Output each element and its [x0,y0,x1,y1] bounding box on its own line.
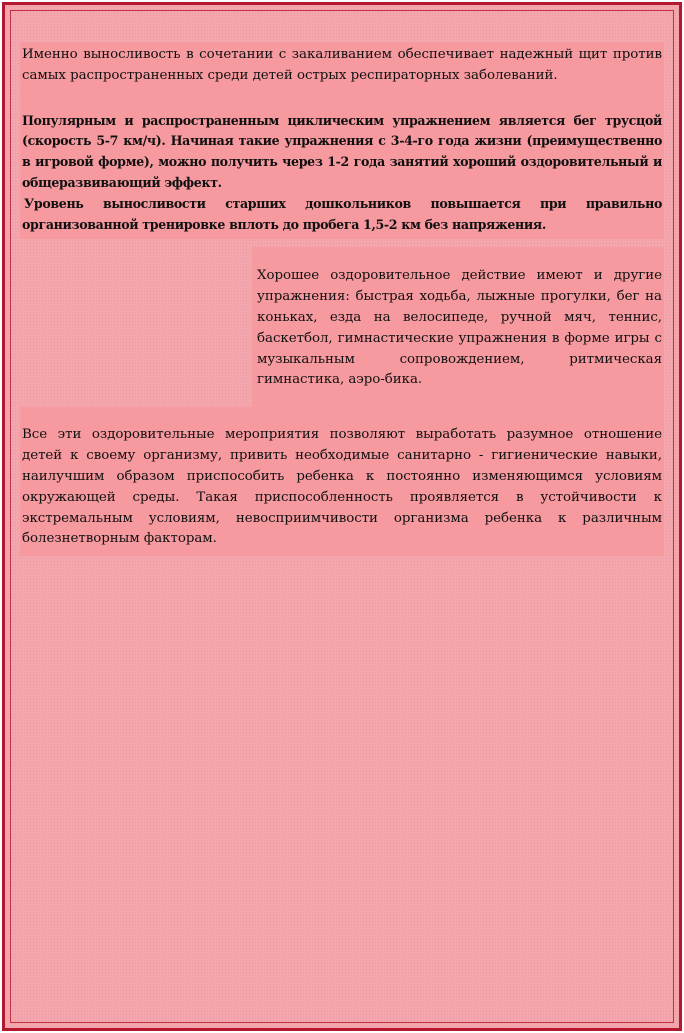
paragraph-jogging-line1: Популярным и распространенным циклическим упражнением является бег трусцой (скорость 5-7 км/ч). Начиная такие упражнения с 3-4-го года жизни (преимущественно в игровой форме), можно получить через 1-2 года занятий хороший оздоровительный и общеразвивающий эффект. [22,112,662,190]
paragraph-conclusion: Все эти оздоровительные мероприятия позволяют выработать разумное отношение детей к своему организму, привить необходимые санитарно - гигиенические навыки, наилучшим образом приспособить ребенка к постоянно изменяющимся условиям окружающей среды. Такая приспособленность проявляется в устойчивости к экстремальным условиям, невосприимчивости организма ребенка к различным болезнетворным факторам. [20,407,664,556]
paragraph-endurance: Именно выносливость в сочетании с закаливанием обеспечивает надежный щит против самых распространенных среди детей острых респираторных заболеваний. [20,42,664,95]
paragraph-jogging [20,95,664,240]
text-content [20,42,664,556]
exercise-row [20,247,664,407]
document-frame [2,2,682,1031]
paragraph-exercises: Хорошее оздоровительное действие имеют и другие упражнения: быстрая ходьба, лыжные прогулки, бег на коньках, езда на велосипеде, ручной мяч, теннис, баскетбол, гимнастические упражнения в форме игры с музыкальным сопровождением, ритмическая гимнастика, аэро-бика. [252,247,664,407]
empty-image-area [20,247,252,407]
paragraph-jogging-line2: Уровень выносливости старших дошкольников повышается при правильно организованной тренировке вплоть до пробега 1,5-2 км без напряжения. [22,195,662,232]
